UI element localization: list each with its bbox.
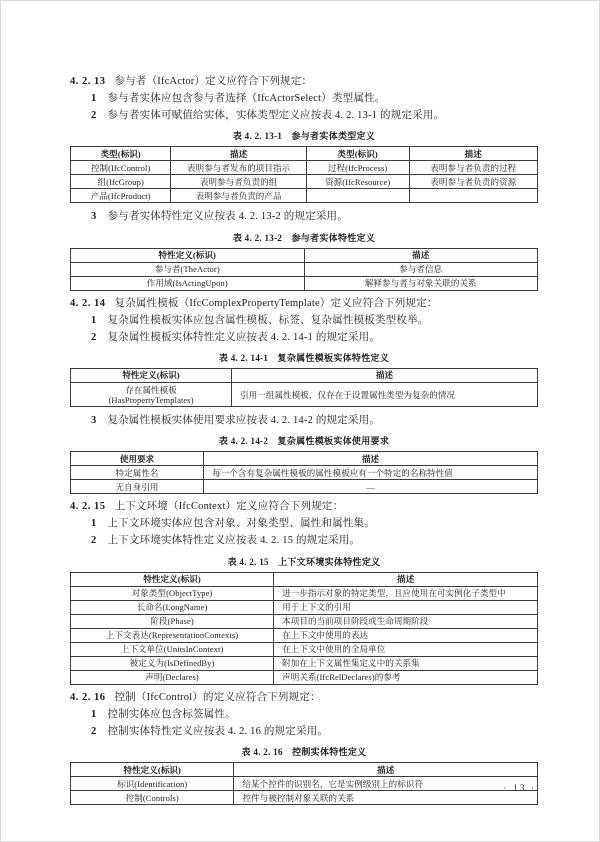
item-number: 1 bbox=[91, 93, 97, 105]
page-number: · 13 · bbox=[503, 784, 536, 794]
table-cell: 参与者(TheActor) bbox=[71, 262, 305, 276]
table-header-row bbox=[71, 147, 538, 161]
clause-number: 4. 2. 14 bbox=[70, 297, 106, 309]
table-row bbox=[71, 383, 538, 407]
clause-item bbox=[70, 92, 538, 105]
table-caption: 表 4. 2. 14-1 复杂属性模板实体特性定义 bbox=[218, 352, 390, 363]
table-header-cell: 描述 bbox=[304, 248, 538, 262]
table-row bbox=[71, 262, 538, 276]
table-header-cell: 类型(标识) bbox=[306, 147, 409, 161]
clause-title: 上下文环境（IfcContext）定义应符合下列规定： bbox=[114, 501, 344, 513]
table-cell: 进一步指示对象的特定类型，且应使用在可实例化子类型中 bbox=[274, 586, 538, 600]
table-cell: 表明参与者负责的资源 bbox=[409, 175, 537, 189]
table-cell bbox=[409, 189, 537, 203]
item-text: 参与者实体特性定义应按表 4. 2. 13-2 的规定采用。 bbox=[107, 211, 348, 223]
table-cell: 表明参与者负责的组 bbox=[171, 175, 306, 189]
table-row bbox=[71, 670, 538, 684]
table-4-2-14-2 bbox=[70, 451, 538, 494]
item-text: 参与者实体可赋值给实体，实体类型定义应按表 4. 2. 13-1 的规定采用。 bbox=[107, 110, 445, 122]
clause-number: 4. 2. 16 bbox=[70, 691, 106, 703]
table-cell: 表明参与者负责的过程 bbox=[409, 161, 537, 175]
clause-title: 控制（IfcControl）的定义应符合下列规定： bbox=[114, 691, 321, 703]
table-row bbox=[71, 642, 538, 656]
table-caption: 表 4. 2. 13-2 参与者实体特性定义 bbox=[232, 232, 376, 243]
clause-item bbox=[70, 210, 538, 223]
section-4-2-16 bbox=[70, 691, 538, 805]
section-4-2-14 bbox=[70, 297, 538, 495]
clause-item bbox=[70, 314, 538, 327]
clause-heading bbox=[70, 691, 538, 704]
table-4-2-13-1 bbox=[70, 146, 538, 203]
table-cell: 本项目的当前项目阶段或生命周期阶段 bbox=[274, 614, 538, 628]
table-cell: 用于上下文的引用 bbox=[274, 600, 538, 614]
table-4-2-16 bbox=[70, 762, 538, 805]
clause-number: 4. 2. 13 bbox=[70, 76, 106, 87]
table-caption: 表 4. 2. 16 控制实体特性定义 bbox=[241, 747, 367, 758]
clause-heading bbox=[70, 500, 538, 513]
item-number: 3 bbox=[91, 415, 97, 427]
table-cell: 表明参与者发布的项目指示 bbox=[171, 161, 306, 175]
table-cell: 在上下文中使用的表达 bbox=[274, 628, 538, 642]
table-header-cell: 特性定义(标识) bbox=[71, 572, 274, 586]
table-caption: 表 4. 2. 14-2 复杂属性模板实体使用要求 bbox=[218, 436, 390, 447]
table-cell: 无自身引用 bbox=[71, 480, 204, 494]
table-header-cell: 描述 bbox=[171, 147, 306, 161]
table-cell: 对象类型(ObjectType) bbox=[71, 586, 274, 600]
table-row bbox=[71, 276, 538, 290]
table-cell: 控件与被控制对象关联的关系 bbox=[234, 791, 538, 805]
table-cell: 资源(IfcResource) bbox=[306, 175, 409, 189]
table-caption: 表 4. 2. 13-1 参与者实体类型定义 bbox=[232, 131, 376, 142]
table-header-cell: 使用要求 bbox=[71, 452, 204, 466]
clause-item bbox=[70, 414, 538, 427]
table-header-cell: 特性定义(标识) bbox=[71, 248, 305, 262]
item-text: 上下文环境实体特性定义应按表 4. 2. 15 的规定采用。 bbox=[107, 535, 361, 547]
table-row bbox=[71, 175, 538, 189]
table-header-cell: 描述 bbox=[274, 572, 538, 586]
clause-heading bbox=[70, 297, 538, 310]
clause-item bbox=[70, 331, 538, 344]
clause-number: 4. 2. 15 bbox=[70, 501, 106, 513]
table-row bbox=[71, 614, 538, 628]
table-cell: 在上下文中使用的全局单位 bbox=[274, 642, 538, 656]
table-cell: 引用一组属性模板，仅存在于设置属性类型为复杂的情况 bbox=[232, 383, 538, 407]
table-cell: 解释参与者与对象关联的关系 bbox=[304, 276, 538, 290]
item-number: 1 bbox=[91, 314, 97, 326]
table-header-cell: 描述 bbox=[234, 763, 538, 777]
item-text: 复杂属性模板实体特性定义应按表 4. 2. 14-1 的规定采用。 bbox=[107, 331, 381, 343]
table-cell: 给某个控件的识别名，它是实例级别上的标识符 bbox=[234, 777, 538, 791]
clause-item bbox=[70, 534, 538, 547]
table-cell: 控制(Controls) bbox=[71, 791, 234, 805]
table-cell: 附加在上下文属性集定义中的关系集 bbox=[274, 656, 538, 670]
table-cell: 每一个含有复杂属性模板的属性模板应有一个特定的名称特性值 bbox=[204, 466, 538, 480]
table-header-cell: 特性定义(标识) bbox=[71, 763, 234, 777]
table-cell: 过程(IfcProcess) bbox=[306, 161, 409, 175]
table-row bbox=[71, 480, 538, 494]
table-cell: 组(IfcGroup) bbox=[71, 175, 171, 189]
item-text: 控制实体应包含标签属性。 bbox=[107, 708, 236, 720]
table-cell: 标识(Identification) bbox=[71, 777, 234, 791]
table-4-2-14-1 bbox=[70, 368, 538, 407]
clause-title: 参与者（IfcActor）定义应符合下列规定： bbox=[114, 76, 313, 87]
section-4-2-15 bbox=[70, 500, 538, 685]
table-header-row bbox=[71, 763, 538, 777]
property-id: (HasPropertyTemplates) bbox=[108, 394, 194, 405]
table-cell: 作用域(IsActingUpon) bbox=[71, 276, 305, 290]
table-header-row bbox=[71, 368, 538, 382]
table-cell: 产品(IfcProduct) bbox=[71, 189, 171, 203]
table-header-cell: 描述 bbox=[409, 147, 537, 161]
table-4-2-15 bbox=[70, 572, 538, 685]
item-number: 2 bbox=[91, 535, 97, 547]
table-cell: 上下文表达(RepresentationContexts) bbox=[71, 628, 274, 642]
clause-heading bbox=[70, 75, 538, 88]
item-text: 参与者实体应包含参与者选择（IfcActorSelect）类型属性。 bbox=[107, 93, 386, 105]
section-4-2-13 bbox=[70, 75, 538, 291]
table-cell: 声明(Declares) bbox=[71, 670, 274, 684]
clause-item bbox=[70, 517, 538, 530]
item-number: 2 bbox=[91, 110, 97, 122]
table-row bbox=[71, 656, 538, 670]
table-row bbox=[71, 586, 538, 600]
property-name: 存在属性模板 bbox=[125, 384, 177, 395]
item-number: 2 bbox=[91, 725, 97, 737]
table-cell: 控制(IfcControl) bbox=[71, 161, 171, 175]
table-cell bbox=[306, 189, 409, 203]
item-text: 复杂属性模板实体使用要求应按表 4. 2. 14-2 的规定采用。 bbox=[107, 415, 381, 427]
table-cell: — bbox=[204, 480, 538, 494]
item-number: 3 bbox=[91, 211, 97, 223]
table-cell: 参与者信息 bbox=[304, 262, 538, 276]
clause-title: 复杂属性模板（IfcComplexPropertyTemplate）定义应符合下列规定： bbox=[114, 297, 438, 309]
table-cell: 特定属性名 bbox=[71, 466, 204, 480]
table-header-cell: 特性定义(标识) bbox=[71, 368, 232, 382]
table-row bbox=[71, 791, 538, 805]
table-row bbox=[71, 628, 538, 642]
item-number: 1 bbox=[91, 708, 97, 720]
table-cell: 上下文单位(UnitsInContext) bbox=[71, 642, 274, 656]
item-text: 复杂属性模板实体应包含属性模板、标签、复杂属性模板类型枚举。 bbox=[107, 314, 429, 326]
table-cell: 阶段(Phase) bbox=[71, 614, 274, 628]
table-header-row bbox=[71, 248, 538, 262]
clause-item bbox=[70, 109, 538, 122]
table-cell: 声明关系(IfcRelDeclares)的参考 bbox=[274, 670, 538, 684]
table-caption: 表 4. 2. 15 上下文环境实体特性定义 bbox=[227, 556, 381, 567]
table-row bbox=[71, 161, 538, 175]
table-4-2-13-2 bbox=[70, 248, 538, 291]
table-cell: 长命名(LongName) bbox=[71, 600, 274, 614]
table-row bbox=[71, 600, 538, 614]
table-header-cell: 描述 bbox=[204, 452, 538, 466]
table-row bbox=[71, 466, 538, 480]
table-header-row bbox=[71, 452, 538, 466]
item-number: 2 bbox=[91, 331, 97, 343]
table-row bbox=[71, 189, 538, 203]
table-header-row bbox=[71, 572, 538, 586]
item-text: 上下文环境实体应包含对象、对象类型、属性和属性集。 bbox=[107, 518, 375, 530]
item-text: 控制实体特性定义应按表 4. 2. 16 的规定采用。 bbox=[107, 725, 329, 737]
clause-item bbox=[70, 725, 538, 738]
item-number: 1 bbox=[91, 518, 97, 530]
table-cell: 表明参与者负责的产品 bbox=[171, 189, 306, 203]
table-header-cell: 类型(标识) bbox=[71, 147, 171, 161]
table-cell bbox=[71, 383, 232, 407]
table-cell: 被定义为(IsDefinedBy) bbox=[71, 656, 274, 670]
table-row bbox=[71, 777, 538, 791]
clause-item bbox=[70, 708, 538, 721]
table-header-cell: 描述 bbox=[232, 368, 538, 382]
